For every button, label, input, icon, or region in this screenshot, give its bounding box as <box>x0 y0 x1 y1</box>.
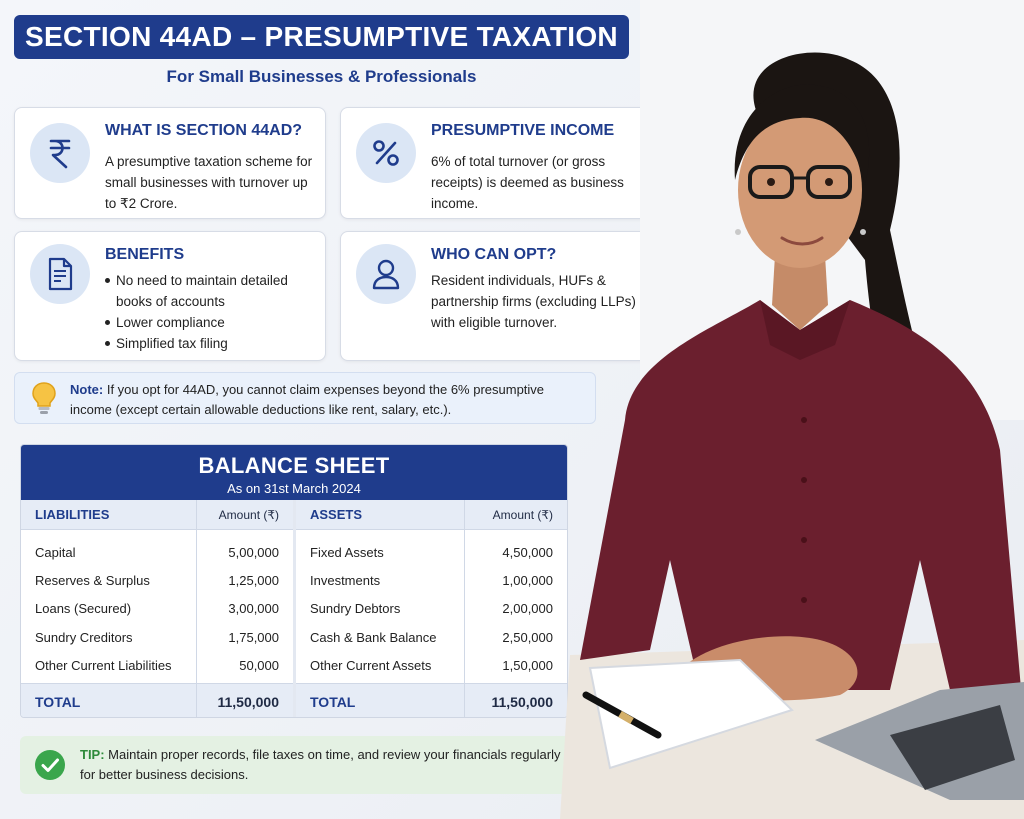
row-amount: 2,50,000 <box>502 629 553 645</box>
table-row <box>21 538 293 566</box>
card-body: A presumptive taxation scheme for small businesses with turnover up to ₹2 Crore. <box>105 154 313 211</box>
tip-text <box>80 745 577 785</box>
note-body: If you opt for 44AD, you cannot claim expenses beyond the 6% presumptive income (except certain allowable deductions like rent, salary, etc.). <box>70 382 545 417</box>
table-row <box>296 652 567 680</box>
column-divider <box>464 500 465 718</box>
row-label: Fixed Assets <box>310 544 384 560</box>
row-amount: 1,00,000 <box>502 573 553 589</box>
column-header: LIABILITIES <box>35 507 110 522</box>
tip-box <box>20 736 585 794</box>
list-item: Lower compliance <box>105 312 315 333</box>
list-item: Simplified tax filing <box>105 333 315 354</box>
balance-sheet-title: BALANCE SHEET <box>198 453 390 478</box>
row-amount: 4,50,000 <box>502 544 553 560</box>
page-subtitle: For Small Businesses & Professionals <box>166 67 477 86</box>
table-row <box>21 623 293 651</box>
document-icon <box>30 244 90 304</box>
note-label: Note: <box>70 382 104 397</box>
list-item: No need to maintain detailed books of accounts <box>105 270 315 312</box>
row-amount: 1,75,000 <box>228 629 279 645</box>
tip-body: Maintain proper records, file taxes on time, and review your financials regularly for better business decisions. <box>80 747 561 782</box>
balance-sheet <box>20 444 568 718</box>
rupee-icon <box>30 123 90 183</box>
balance-sheet-table <box>21 500 567 718</box>
liabilities-rows <box>21 530 293 683</box>
row-label: Loans (Secured) <box>35 601 132 617</box>
row-label: Capital <box>35 544 76 560</box>
assets-total-row <box>296 683 567 718</box>
row-label: Sundry Creditors <box>35 629 133 645</box>
total-label: TOTAL <box>310 693 356 710</box>
row-amount: 3,00,000 <box>228 601 279 617</box>
row-label: Cash & Bank Balance <box>310 629 437 645</box>
total-label: TOTAL <box>35 693 81 710</box>
table-row <box>21 566 293 594</box>
table-row <box>296 623 567 651</box>
column-header: Amount (₹) <box>492 507 553 522</box>
table-row <box>21 652 293 680</box>
total-amount: 11,50,000 <box>491 693 553 710</box>
assets-rows <box>296 530 567 683</box>
card-what-is-44ad <box>14 107 326 219</box>
row-label: Reserves & Surplus <box>35 573 150 589</box>
row-amount: 1,25,000 <box>228 573 279 589</box>
page-title: SECTION 44AD – PRESUMPTIVE TAXATION <box>25 21 618 52</box>
card-benefits <box>14 231 326 361</box>
row-label: Other Current Liabilities <box>35 658 172 674</box>
lightbulb-icon <box>31 381 57 420</box>
total-amount: 11,50,000 <box>217 693 279 710</box>
column-divider <box>196 500 197 718</box>
table-row <box>296 566 567 594</box>
table-row <box>21 595 293 623</box>
check-circle-icon <box>34 749 66 786</box>
table-row <box>296 538 567 566</box>
card-body: 6% of total turnover (or gross receipts) is deemed as business income. <box>431 154 624 211</box>
row-amount: 50,000 <box>239 658 279 674</box>
card-title: BENEFITS <box>105 246 185 263</box>
balance-sheet-date: As on 31st March 2024 <box>227 481 361 496</box>
liabilities-total-row <box>21 683 293 718</box>
row-amount: 5,00,000 <box>228 544 279 560</box>
professional-woman-photo <box>560 0 1024 819</box>
tip-label: TIP: <box>80 747 105 762</box>
row-label: Other Current Assets <box>310 658 432 674</box>
assets-header-row <box>296 500 567 530</box>
card-title: WHAT IS SECTION 44AD? <box>105 122 303 139</box>
row-amount: 1,50,000 <box>502 658 553 674</box>
row-label: Sundry Debtors <box>310 601 401 617</box>
table-row <box>296 595 567 623</box>
balance-sheet-header <box>21 445 567 500</box>
benefits-list <box>105 270 315 354</box>
card-title: WHO CAN OPT? <box>431 246 557 263</box>
assets-column <box>296 500 567 718</box>
page-title-banner <box>14 15 629 59</box>
percent-icon <box>356 123 416 183</box>
row-label: Investments <box>310 573 381 589</box>
column-header: Amount (₹) <box>218 507 279 522</box>
card-body: Resident individuals, HUFs & partnership firms (excluding LLPs) with eligible turnover. <box>431 273 636 330</box>
liabilities-column <box>21 500 296 718</box>
note-box <box>14 372 596 424</box>
user-icon <box>356 244 416 304</box>
row-amount: 2,00,000 <box>502 601 553 617</box>
column-header: ASSETS <box>310 507 363 522</box>
liabilities-header-row <box>21 500 293 530</box>
card-title: PRESUMPTIVE INCOME <box>431 122 615 139</box>
note-text <box>70 380 587 420</box>
